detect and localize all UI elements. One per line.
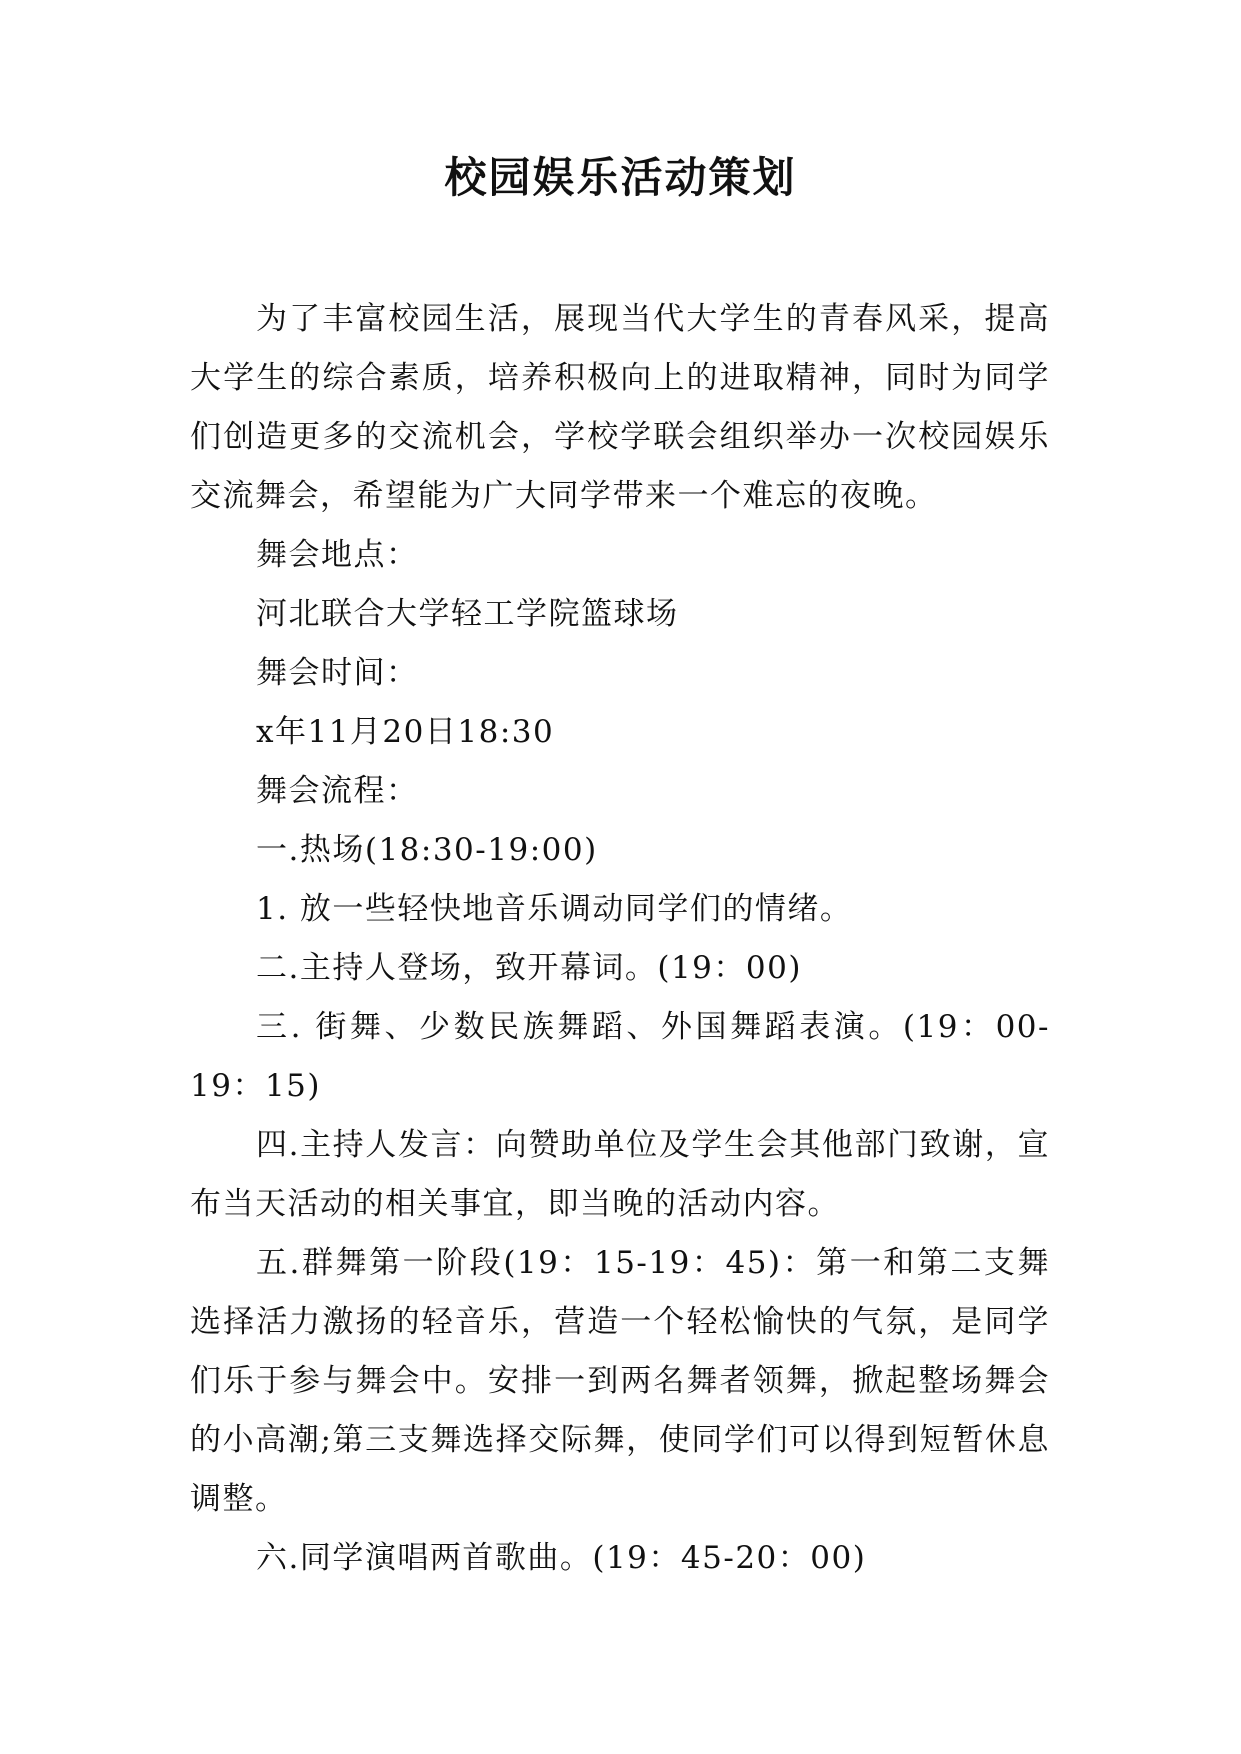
- time-value: x年11月20日18:30: [256, 714, 555, 750]
- process-item: 二.主持人登场，致开幕词。(19：00): [256, 950, 802, 986]
- process-item: 五.群舞第一阶段(19：15-19：45)：第一和第二支舞选择活力激扬的轻音乐，营造一个轻松愉快的气氛，是同学们乐于参与舞会中。安排一到两名舞者领舞，掀起整场舞会的小高潮;第三支舞选择交际舞，使同学们可以得到短暂休息调整。: [190, 1245, 1050, 1517]
- process-item: 六.同学演唱两首歌曲。(19：45-20：00): [256, 1540, 867, 1576]
- process-item: 四.主持人发言：向赞助单位及学生会其他部门致谢，宣布当天活动的相关事宜，即当晚的活动内容。: [190, 1127, 1050, 1222]
- venue-label: 舞会地点：: [256, 537, 419, 573]
- intro-paragraph: 为了丰富校园生活，展现当代大学生的青春风采，提高大学生的综合素质，培养积极向上的进取精神，同时为同学们创造更多的交流机会，学校学联会组织举办一次校园娱乐交流舞会，希望能为广大同学带来一个难忘的夜晚。: [190, 301, 1050, 514]
- venue-value: 河北联合大学轻工学院篮球场: [256, 596, 679, 632]
- document-body: [190, 290, 1050, 1588]
- time-label: 舞会时间：: [256, 655, 419, 691]
- document-title: 校园娱乐活动策划: [444, 153, 797, 202]
- process-label: 舞会流程：: [256, 773, 419, 809]
- process-item: 三. 街舞、少数民族舞蹈、外国舞蹈表演。(19：00-19：15): [190, 1009, 1050, 1104]
- process-item: 1. 放一些轻快地音乐调动同学们的情绪。: [256, 891, 853, 927]
- process-item: 一.热场(18:30-19:00): [256, 832, 598, 868]
